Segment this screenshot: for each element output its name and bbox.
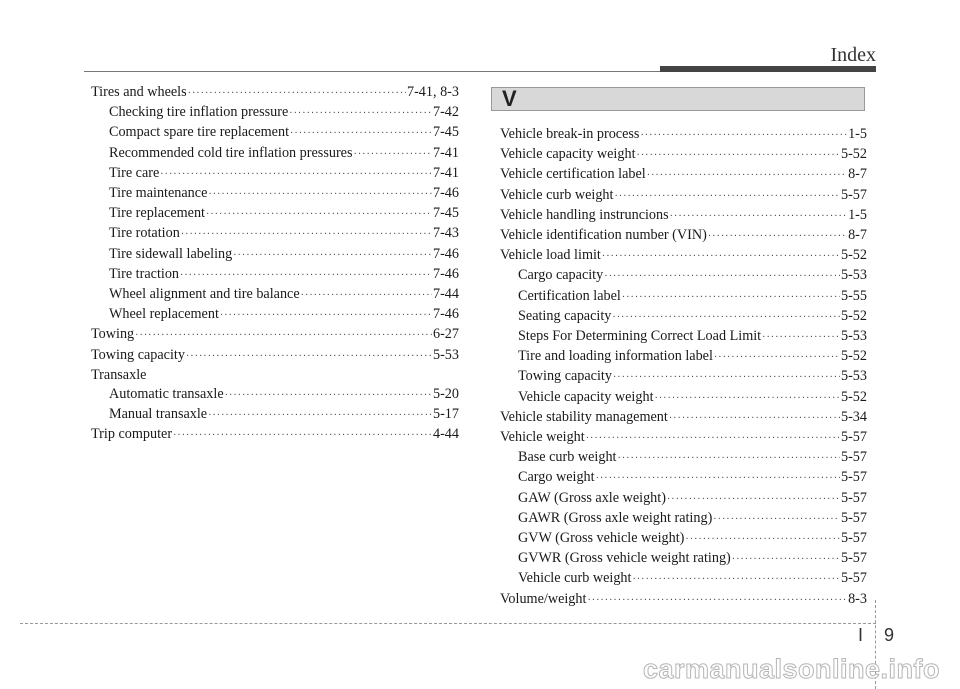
section-letter: V bbox=[502, 86, 517, 111]
entry-page-ref: 1-5 bbox=[848, 126, 867, 142]
entry-page-ref: 5-57 bbox=[840, 509, 867, 526]
entry-label: Checking tire inflation pressure bbox=[109, 104, 289, 121]
dot-leader bbox=[206, 205, 432, 224]
index-entry bbox=[91, 405, 459, 425]
entry-page-ref: 5-52 bbox=[840, 348, 867, 365]
index-entry bbox=[91, 224, 459, 244]
index-entry bbox=[91, 366, 459, 385]
entry-page-ref: 8-7 bbox=[848, 166, 867, 183]
entry-label: Manual transaxle bbox=[109, 406, 208, 423]
dot-leader bbox=[353, 145, 432, 164]
entry-label: Transaxle bbox=[91, 366, 147, 383]
index-entry bbox=[500, 509, 867, 529]
index-entry bbox=[500, 549, 867, 569]
dot-leader bbox=[180, 266, 432, 285]
entry-label: Tire care bbox=[109, 164, 160, 181]
entry-page-ref: 7-46 bbox=[432, 306, 459, 323]
entry-label: Vehicle curb weight bbox=[518, 570, 632, 587]
index-entry bbox=[500, 489, 867, 509]
index-entry bbox=[91, 265, 459, 285]
entry-label: Recommended cold tire inflation pressures bbox=[109, 144, 353, 161]
entry-page-ref: 1-5 bbox=[848, 206, 867, 223]
entry-label: GVW (Gross vehicle weight) bbox=[518, 530, 685, 547]
entry-page-ref: 5-57 bbox=[840, 469, 867, 486]
page-title: Index bbox=[830, 44, 876, 66]
index-entry bbox=[91, 204, 459, 224]
entry-page-ref: 5-53 bbox=[840, 368, 867, 385]
entry-label: Wheel alignment and tire balance bbox=[109, 286, 300, 303]
index-entry bbox=[91, 305, 459, 325]
dot-leader bbox=[708, 227, 847, 246]
entry-label: Towing bbox=[91, 326, 135, 343]
section-header-v bbox=[491, 87, 865, 111]
index-entry bbox=[91, 346, 459, 366]
dot-leader bbox=[613, 368, 840, 387]
index-entry bbox=[500, 287, 867, 307]
index-entry bbox=[500, 206, 867, 226]
dot-leader bbox=[181, 225, 432, 244]
index-entry bbox=[500, 590, 867, 610]
index-entry bbox=[91, 245, 459, 265]
entry-label: Tire rotation bbox=[109, 225, 180, 242]
dot-leader bbox=[301, 286, 432, 305]
entry-label: Certification label bbox=[518, 287, 621, 304]
entry-page-ref: 5-17 bbox=[432, 406, 459, 423]
entry-label: GAWR (Gross axle weight rating) bbox=[518, 509, 713, 526]
index-entry bbox=[500, 186, 867, 206]
index-entry bbox=[91, 123, 459, 143]
dot-leader bbox=[587, 591, 847, 610]
index-entry bbox=[500, 529, 867, 549]
entry-page-ref: 5-52 bbox=[840, 146, 867, 163]
entry-page-ref: 5-57 bbox=[840, 489, 867, 506]
dot-leader bbox=[225, 386, 432, 405]
entry-label: Towing capacity bbox=[91, 346, 185, 363]
index-entry bbox=[500, 367, 867, 387]
entry-page-ref: 5-55 bbox=[840, 287, 867, 304]
dot-leader bbox=[188, 84, 406, 103]
entry-page-ref: 8-7 bbox=[848, 227, 867, 244]
entry-page-ref: 5-34 bbox=[840, 408, 867, 425]
index-entry bbox=[500, 428, 867, 448]
dot-leader bbox=[714, 348, 840, 367]
entry-page-ref: 5-57 bbox=[840, 530, 867, 547]
entry-page-ref: 5-57 bbox=[840, 570, 867, 587]
entry-label: Seating capacity bbox=[518, 307, 612, 324]
dot-leader bbox=[233, 246, 432, 265]
index-entry bbox=[91, 144, 459, 164]
watermark: carmanualsonline.info bbox=[642, 654, 940, 684]
entry-page-ref: 7-45 bbox=[432, 124, 459, 141]
dot-leader bbox=[632, 570, 840, 589]
dot-leader bbox=[637, 146, 840, 165]
dot-leader bbox=[160, 165, 432, 184]
entry-page-ref: 7-46 bbox=[432, 185, 459, 202]
index-entry bbox=[91, 385, 459, 405]
dot-leader bbox=[732, 550, 840, 569]
index-entry bbox=[91, 425, 459, 445]
entry-page-ref: 7-46 bbox=[432, 245, 459, 262]
entry-label: Automatic transaxle bbox=[109, 386, 224, 403]
entry-label: Vehicle stability management bbox=[500, 408, 668, 425]
entry-label: Tire replacement bbox=[109, 205, 205, 222]
dot-leader bbox=[685, 530, 840, 549]
entry-label: Tires and wheels bbox=[91, 84, 187, 100]
index-entry bbox=[91, 325, 459, 345]
entry-page-ref: 5-52 bbox=[840, 247, 867, 264]
index-entry bbox=[500, 408, 867, 428]
dot-leader bbox=[586, 429, 840, 448]
entry-page-ref: 5-52 bbox=[840, 388, 867, 405]
index-entry bbox=[500, 226, 867, 246]
entry-label: Vehicle handling instruncions bbox=[500, 206, 669, 223]
dot-leader bbox=[596, 469, 840, 488]
index-entry bbox=[500, 145, 867, 165]
dot-leader bbox=[667, 490, 840, 509]
entry-page-ref: 5-57 bbox=[840, 186, 867, 203]
dot-leader bbox=[289, 104, 432, 123]
dot-leader bbox=[640, 126, 847, 145]
index-entry bbox=[500, 468, 867, 488]
dot-leader bbox=[220, 306, 432, 325]
entry-label: Vehicle identification number (VIN) bbox=[500, 227, 707, 244]
entry-label: Vehicle curb weight bbox=[500, 186, 614, 203]
entry-page-ref: 7-41, 8-3 bbox=[406, 84, 459, 100]
footer-rule bbox=[20, 623, 876, 624]
index-entry bbox=[500, 347, 867, 367]
dot-leader bbox=[135, 326, 432, 345]
entry-label: Vehicle capacity weight bbox=[500, 146, 636, 163]
dot-leader bbox=[670, 207, 847, 226]
dot-leader bbox=[208, 406, 432, 425]
index-column-left bbox=[91, 83, 459, 446]
entry-label: Base curb weight bbox=[518, 449, 617, 466]
entry-label: Tire traction bbox=[109, 265, 180, 282]
index-entry bbox=[500, 327, 867, 347]
page-number: 9 bbox=[884, 625, 895, 645]
index-entry bbox=[500, 569, 867, 589]
entry-page-ref: 7-41 bbox=[432, 164, 459, 181]
dot-leader bbox=[669, 409, 840, 428]
index-entry bbox=[91, 285, 459, 305]
entry-page-ref: 4-44 bbox=[432, 426, 459, 443]
dot-leader bbox=[208, 185, 432, 204]
dot-leader bbox=[713, 510, 840, 529]
dot-leader bbox=[622, 288, 840, 307]
entry-page-ref: 5-57 bbox=[840, 449, 867, 466]
entry-label: Trip computer bbox=[91, 426, 173, 443]
entry-page-ref: 5-57 bbox=[840, 429, 867, 446]
entry-label: Tire and loading information label bbox=[518, 348, 713, 365]
entry-label: Steps For Determining Correct Load Limit bbox=[518, 328, 762, 345]
entry-page-ref: 8-3 bbox=[848, 590, 867, 607]
entry-label: Compact spare tire replacement bbox=[109, 124, 290, 141]
dot-leader bbox=[290, 124, 432, 143]
entry-label: Vehicle break-in process bbox=[500, 126, 640, 142]
index-entry bbox=[91, 184, 459, 204]
index-column-right bbox=[500, 125, 867, 610]
entry-label: Vehicle weight bbox=[500, 429, 585, 446]
index-entry bbox=[91, 103, 459, 123]
entry-page-ref: 5-53 bbox=[840, 328, 867, 345]
index-entry bbox=[91, 83, 459, 103]
dot-leader bbox=[614, 187, 840, 206]
entry-page-ref: 7-46 bbox=[432, 265, 459, 282]
entry-page-ref: 7-43 bbox=[432, 225, 459, 242]
index-entry bbox=[500, 448, 867, 468]
entry-label: Vehicle certification label bbox=[500, 166, 646, 183]
header-tab-bar bbox=[660, 66, 876, 72]
entry-label: Cargo capacity bbox=[518, 267, 604, 284]
entry-page-ref: 5-53 bbox=[840, 267, 867, 284]
footer-section: I bbox=[858, 625, 864, 645]
index-entry bbox=[500, 165, 867, 185]
entry-page-ref: 5-20 bbox=[432, 386, 459, 403]
index-entry bbox=[500, 307, 867, 327]
dot-leader bbox=[604, 267, 840, 286]
entry-label: GVWR (Gross vehicle weight rating) bbox=[518, 550, 731, 567]
index-entry bbox=[91, 164, 459, 184]
entry-label: Cargo weight bbox=[518, 469, 595, 486]
entry-label: Towing capacity bbox=[518, 368, 612, 385]
dot-leader bbox=[602, 247, 840, 266]
entry-label: Tire sidewall labeling bbox=[109, 245, 233, 262]
entry-page-ref: 5-57 bbox=[840, 550, 867, 567]
entry-label: Wheel replacement bbox=[109, 306, 219, 323]
dot-leader bbox=[762, 328, 840, 347]
entry-page-ref: 7-45 bbox=[432, 205, 459, 222]
entry-page-ref: 7-41 bbox=[432, 144, 459, 161]
entry-label: Tire maintenance bbox=[109, 185, 208, 202]
index-entry bbox=[500, 125, 867, 145]
entry-page-ref: 7-44 bbox=[432, 286, 459, 303]
entry-label: Vehicle load limit bbox=[500, 247, 601, 264]
dot-leader bbox=[612, 308, 840, 327]
entry-page-ref: 5-52 bbox=[840, 307, 867, 324]
dot-leader bbox=[186, 347, 432, 366]
dot-leader bbox=[173, 426, 432, 445]
dot-leader bbox=[647, 166, 847, 185]
entry-page-ref: 7-42 bbox=[432, 104, 459, 121]
entry-label: Volume/weight bbox=[500, 590, 587, 607]
entry-page-ref: 6-27 bbox=[432, 326, 459, 343]
dot-leader bbox=[618, 449, 840, 468]
dot-leader bbox=[655, 389, 840, 408]
entry-label: Vehicle capacity weight bbox=[518, 388, 654, 405]
entry-label: GAW (Gross axle weight) bbox=[518, 489, 666, 506]
index-entry bbox=[500, 246, 867, 266]
index-entry bbox=[500, 266, 867, 286]
entry-page-ref: 5-53 bbox=[432, 346, 459, 363]
index-entry bbox=[500, 388, 867, 408]
